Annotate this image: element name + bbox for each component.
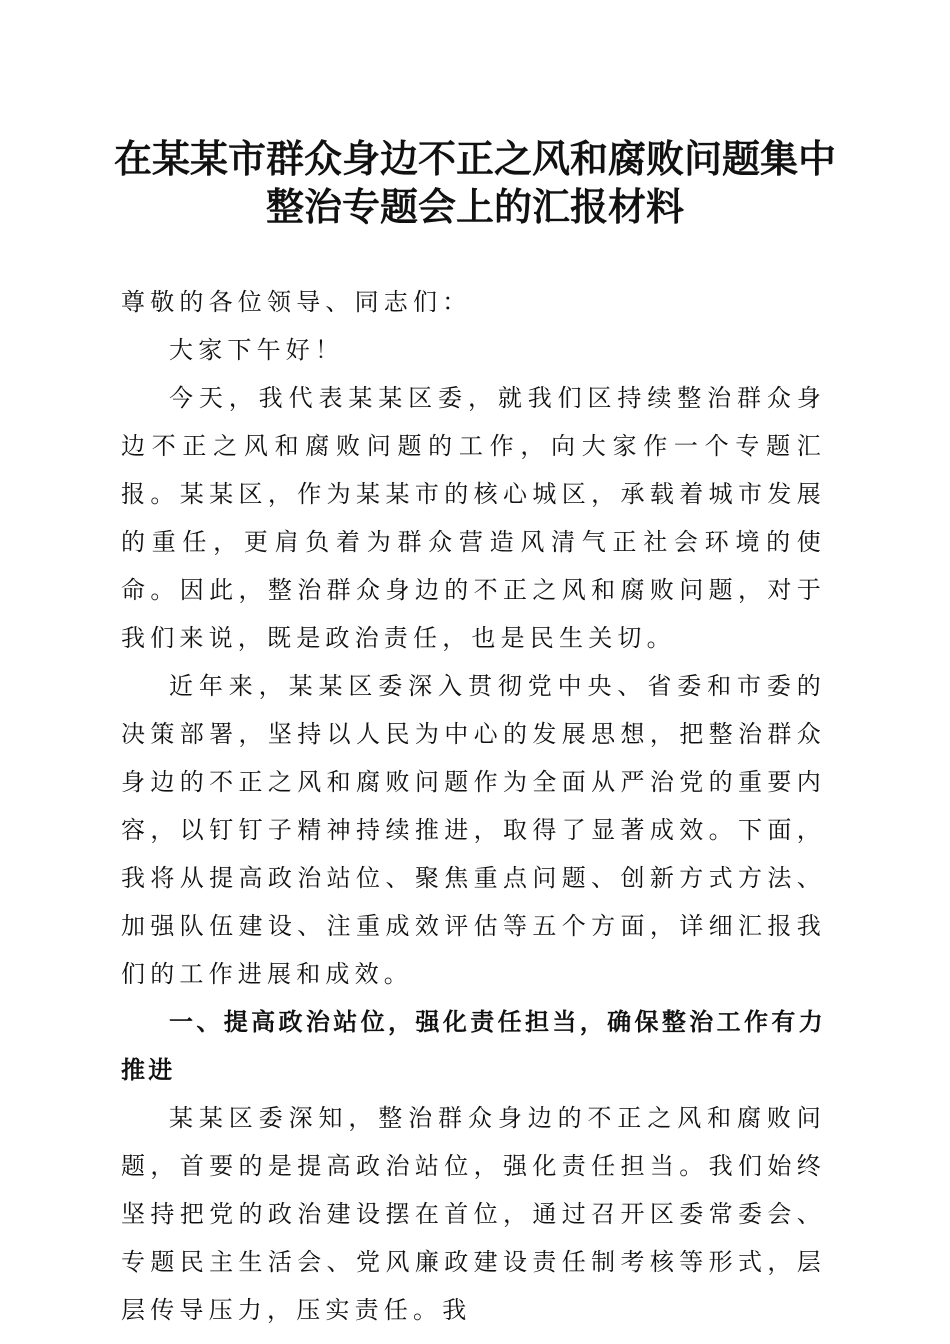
section-heading-1: 一、提高政治站位，强化责任担当，确保整治工作有力推进 <box>121 1008 826 1084</box>
section-paragraph-1: 某某区委深知，整治群众身边的不正之风和腐败问题，首要的是提高政治站位，强化责任担当。我们始终坚持把党的政治建设摆在首位，通过召开区委常委会、专题民主生活会、党风廉政建设责任制考核等形式，层层传导压力，压实责任。我 <box>121 1104 826 1324</box>
body-paragraph-1: 今天，我代表某某区委，就我们区持续整治群众身边不正之风和腐败问题的工作，向大家作一个专题汇报。某某区，作为某某市的核心城区，承载着城市发展的重任，更肩负着为群众营造风清气正社会环境的使命。因此，整治群众身边的不正之风和腐败问题，对于我们来说，既是政治责任，也是民生关切。 <box>121 384 826 652</box>
salutation: 尊敬的各位领导、同志们： <box>121 288 472 316</box>
document-body <box>121 278 826 1334</box>
body-paragraph-2: 近年来，某某区委深入贯彻党中央、省委和市委的决策部署，坚持以人民为中心的发展思想，把整治群众身边的不正之风和腐败问题作为全面从严治党的重要内容，以钉钉子精神持续推进，取得了显著成效。下面，我将从提高政治站位、聚焦重点问题、创新方式方法、加强队伍建设、注重成效评估等五个方面，详细汇报我们的工作进展和成效。 <box>121 672 826 988</box>
greeting: 大家下午好！ <box>169 336 345 364</box>
document-title: 在某某市群众身边不正之风和腐败问题集中整治专题会上的汇报材料 <box>113 136 836 229</box>
